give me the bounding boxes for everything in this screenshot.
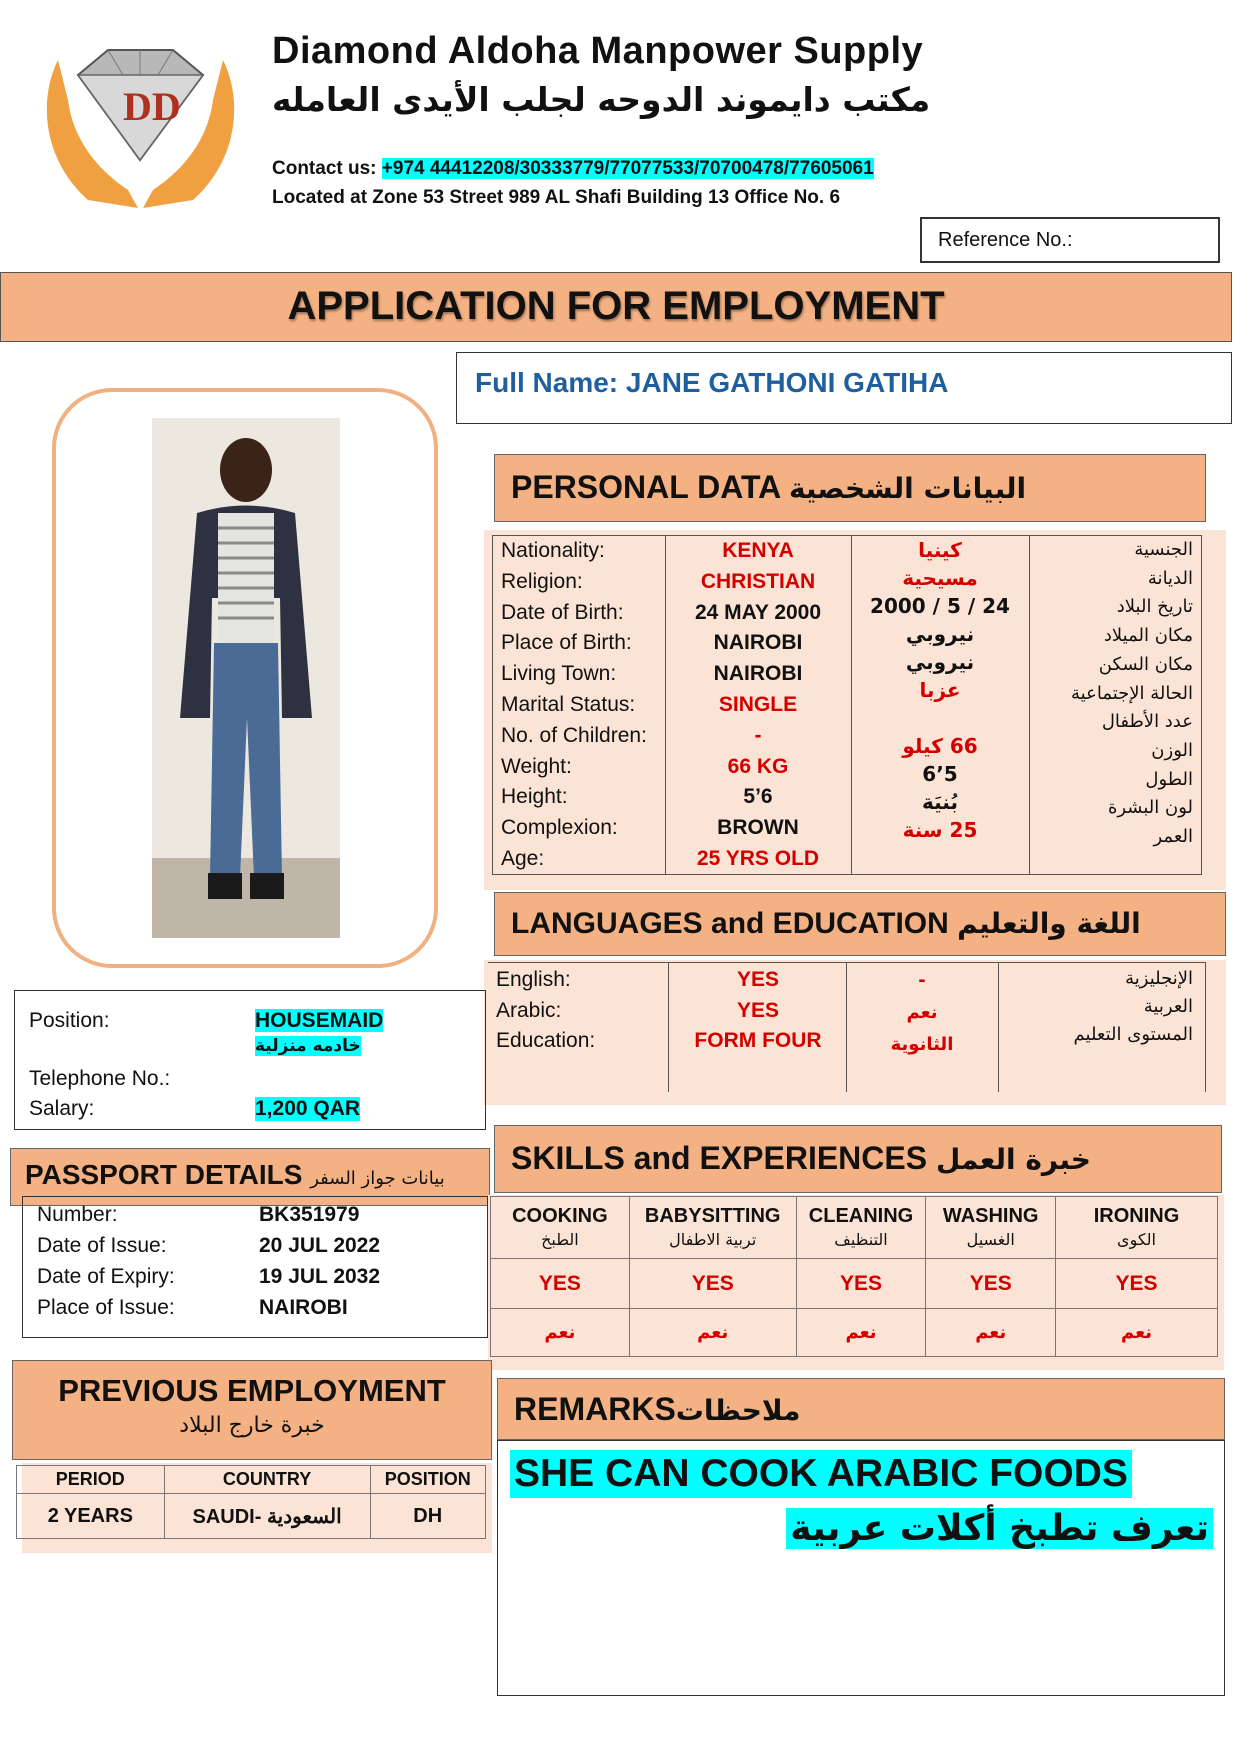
passport-row (37, 1234, 380, 1258)
previous-employment-cell: DH (370, 1494, 486, 1539)
language-label-ar: الإنجليزية (1125, 968, 1193, 989)
position-label: Position: (29, 1009, 110, 1032)
languages-labels (496, 965, 595, 1057)
previous-employment-cell: 2 YEARS (17, 1494, 165, 1539)
languages-values-ar (846, 965, 998, 1061)
personal-data-value-ar: 24 / 5 / 2000 (870, 594, 1010, 618)
personal-data-table (492, 535, 1202, 875)
previous-employment-cell: SAUDI- السعودية (164, 1494, 370, 1539)
remarks-title: REMARKS (514, 1391, 676, 1427)
previous-employment-heading (12, 1360, 492, 1460)
skill-name: WASHING (942, 1204, 1039, 1227)
skill-name: COOKING (512, 1204, 608, 1227)
previous-employment-title: PREVIOUS EMPLOYMENT (58, 1373, 446, 1408)
passport-value: 19 JUL 2032 (259, 1265, 381, 1288)
company-name: Diamond Aldoha Manpower Supply (272, 30, 924, 72)
skill-value: YES (926, 1259, 1056, 1309)
languages-table (488, 962, 1206, 1092)
personal-data-label-ar: الحالة الإجتماعية (1071, 682, 1193, 704)
language-value-ar: الثانوية (890, 1034, 954, 1055)
languages-title: LANGUAGES and EDUCATION (511, 907, 949, 940)
personal-data-value: BROWN (717, 816, 799, 840)
contact-line (272, 158, 874, 180)
remarks-text: SHE CAN COOK ARABIC FOODS (510, 1450, 1132, 1498)
reference-number-box (920, 217, 1220, 263)
personal-data-values-ar (851, 536, 1029, 844)
personal-data-value: SINGLE (718, 692, 798, 716)
skill-name: IRONING (1093, 1204, 1180, 1227)
personal-data-label: No. of Children: (501, 723, 647, 747)
skill-name-ar: الطبخ (541, 1229, 579, 1249)
personal-data-label-ar: الديانة (1147, 567, 1193, 589)
company-logo (28, 40, 253, 215)
personal-data-value: 5’6 (743, 785, 773, 809)
personal-data-value: - (754, 723, 762, 747)
skill-washing (926, 1197, 1056, 1259)
full-name: Full Name: JANE GATHONI GATIHA (456, 352, 1232, 424)
skills-heading (494, 1125, 1222, 1193)
skill-value: YES (796, 1259, 926, 1309)
skill-name: CLEANING (808, 1204, 914, 1227)
personal-data-label: Height: (501, 785, 568, 809)
personal-data-label: Marital Status: (501, 692, 636, 716)
personal-data-label-ar: تاريخ البلاد (1116, 596, 1193, 618)
passport-box (22, 1196, 488, 1338)
personal-data-label: Age: (501, 846, 545, 870)
personal-data-value: 24 MAY 2000 (694, 600, 822, 624)
telephone-label: Telephone No.: (29, 1067, 171, 1090)
logo-letters: DD (123, 84, 181, 129)
skill-name: BABYSITTING (644, 1204, 781, 1227)
skill-value: YES (629, 1259, 796, 1309)
skill-value-ar: نعم (491, 1309, 630, 1357)
skill-value-ar: نعم (926, 1309, 1056, 1357)
skills-title: SKILLS and EXPERIENCES (511, 1140, 928, 1176)
personal-data-label-ar: مكان السكن (1098, 653, 1193, 675)
position-value-ar: خادمه منزلية (255, 1036, 361, 1056)
personal-data-title-ar: البيانات الشخصية (788, 472, 1027, 505)
personal-data-value: NAIROBI (713, 631, 803, 655)
personal-data-label: Nationality: (501, 539, 605, 562)
passport-value: 20 JUL 2022 (259, 1234, 381, 1257)
previous-employment-column: COUNTRY (164, 1466, 370, 1494)
languages-labels-ar (1074, 965, 1193, 1049)
personal-data-value-ar: بُنيَة (922, 790, 958, 814)
previous-employment-table (16, 1465, 486, 1539)
personal-data-label-ar: الجنسية (1134, 539, 1193, 560)
skill-babysitting (629, 1197, 796, 1259)
skills-title-ar: خبرة العمل (935, 1143, 1091, 1176)
personal-data-value: NAIROBI (713, 662, 803, 686)
personal-data-values (663, 536, 853, 875)
personal-data-title: PERSONAL DATA (511, 469, 781, 505)
passport-title: PASSPORT DETAILS (25, 1159, 303, 1190)
remarks-title-ar: ملاحظات (675, 1394, 801, 1427)
personal-data-value-ar: 66 كيلو (902, 734, 978, 758)
language-value-ar: نعم (906, 1002, 938, 1023)
page-title: APPLICATION FOR EMPLOYMENT (0, 272, 1232, 342)
personal-data-label-ar: عدد الأطفال (1101, 711, 1193, 733)
skill-value: YES (491, 1259, 630, 1309)
personal-data-label: Complexion: (501, 816, 618, 840)
language-label-ar: العربية (1143, 996, 1193, 1017)
passport-label: Date of Issue: (37, 1234, 167, 1257)
position-box (14, 990, 486, 1130)
position-value: HOUSEMAID (255, 1009, 384, 1032)
skill-value: YES (1056, 1259, 1218, 1309)
personal-data-label-ar: الطول (1145, 768, 1193, 790)
skill-name-ar: الغسيل (966, 1229, 1015, 1249)
skill-value-ar: نعم (1056, 1309, 1218, 1357)
language-label-ar: المستوى التعليم (1073, 1024, 1193, 1045)
skill-name-ar: الكوى (1117, 1229, 1156, 1249)
skill-name-ar: تربية الاطفال (669, 1229, 757, 1249)
personal-data-value: CHRISTIAN (700, 569, 816, 593)
personal-data-value: 25 YRS OLD (696, 846, 820, 870)
personal-data-labels-ar (1071, 536, 1193, 852)
language-value: FORM FOUR (694, 1029, 822, 1052)
skill-ironing (1056, 1197, 1218, 1259)
passport-row (37, 1265, 380, 1289)
remarks-heading (497, 1378, 1225, 1440)
languages-title-ar: اللغة والتعليم (957, 907, 1141, 940)
skill-name-ar: التنظيف (834, 1229, 888, 1249)
passport-label: Number: (37, 1203, 118, 1226)
language-label: English: (496, 968, 571, 991)
applicant-photo (152, 418, 340, 938)
salary-value: 1,200 QAR (255, 1097, 361, 1120)
personal-data-value-ar: 5’6 (922, 762, 958, 786)
salary-label: Salary: (29, 1097, 95, 1120)
personal-data-label-ar: العمر (1153, 826, 1193, 848)
contact-numbers: +974 44412208/30333779/77077533/70700478/77605061 (381, 158, 874, 179)
skill-cooking (491, 1197, 630, 1259)
personal-data-heading (494, 454, 1206, 522)
personal-data-value-ar: نيروبي (905, 622, 975, 646)
language-value-ar: - (918, 970, 926, 991)
reference-label: Reference No.: (938, 229, 1073, 251)
personal-data-value-ar: 25 سنة (902, 818, 978, 842)
personal-data-value: KENYA (722, 539, 794, 562)
passport-value: BK351979 (259, 1203, 360, 1226)
office-location: Located at Zone 53 Street 989 AL Shafi Building 13 Office No. 6 (272, 187, 841, 208)
previous-employment-title-ar: خبرة خارج البلاد (179, 1413, 325, 1438)
personal-data-value-ar: نيروبي (905, 650, 975, 674)
language-value: YES (736, 968, 780, 991)
passport-row (37, 1203, 359, 1227)
position-value-group (255, 1009, 383, 1057)
personal-data-label-ar: لون البشرة (1107, 797, 1193, 819)
company-name-ar: مكتب دايموند الدوحه لجلب الأيدى العامله (272, 80, 931, 119)
passport-title-ar: بيانات جواز السفر (310, 1168, 445, 1189)
remarks-text-ar: تعرف تطبخ أكلات عربية (786, 1508, 1213, 1549)
personal-data-value-ar: عزبا (919, 678, 961, 702)
personal-data-label-ar: الوزن (1151, 739, 1193, 761)
passport-label: Date of Expiry: (37, 1265, 175, 1288)
personal-data-value: 66 KG (727, 754, 789, 778)
personal-data-label: Place of Birth: (501, 631, 632, 655)
languages-heading (494, 892, 1226, 956)
skill-cleaning (796, 1197, 926, 1259)
personal-data-value-ar: مسيحية (902, 566, 978, 590)
language-label: Education: (496, 1029, 596, 1052)
skill-value-ar: نعم (629, 1309, 796, 1357)
passport-value: NAIROBI (259, 1296, 348, 1319)
contact-label: Contact us: (272, 158, 377, 179)
languages-values (668, 965, 848, 1057)
personal-data-label: Date of Birth: (501, 600, 624, 624)
personal-data-value-ar: كينيا (918, 538, 962, 562)
language-value: YES (736, 998, 780, 1022)
passport-row (37, 1296, 348, 1320)
skill-value-ar: نعم (796, 1309, 926, 1357)
personal-data-label: Religion: (501, 569, 583, 593)
personal-data-label: Living Town: (501, 662, 617, 686)
personal-data-labels (501, 536, 647, 875)
skills-table (490, 1196, 1218, 1357)
personal-data-value-ar (851, 704, 1029, 732)
previous-employment-column: POSITION (370, 1466, 486, 1494)
previous-employment-column: PERIOD (17, 1466, 165, 1494)
personal-data-label: Weight: (501, 754, 572, 778)
language-label: Arabic: (496, 998, 562, 1022)
personal-data-label-ar: مكان الميلاد (1103, 625, 1193, 647)
passport-label: Place of Issue: (37, 1296, 175, 1319)
